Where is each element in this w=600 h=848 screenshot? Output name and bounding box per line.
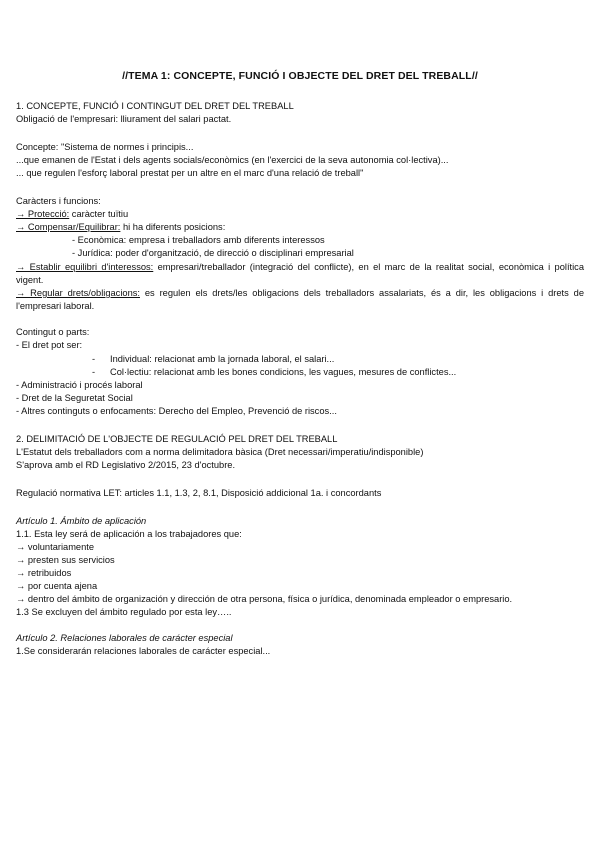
estatut-line: L'Estatut dels treballadors com a norma delimitadora bàsica (Dret necessari/imperatiu/indisponible) — [16, 447, 424, 457]
dret-pot-ser-line: - El dret pot ser: — [16, 340, 83, 350]
proteccio-line — [16, 209, 128, 220]
obligacio-line: Obligació de l'empresari: lliurament del salari pactat. — [16, 114, 232, 124]
section-1-heading: 1. CONCEPTE, FUNCIÓ I CONTINGUT DEL DRET DEL TREBALL — [16, 101, 294, 111]
regular-paragraph — [16, 287, 584, 312]
art1-intro: 1.1. Esta ley será de aplicación a los trabajadores que: — [16, 529, 242, 539]
page-title: //TEMA 1: CONCEPTE, FUNCIÓ I OBJECTE DEL DRET DEL TREBALL// — [122, 70, 478, 82]
art2-title: Artículo 2. Relaciones laborales de carácter especial — [16, 633, 233, 643]
compensar-label: → Compensar/Equilibrar: — [16, 222, 121, 232]
establir-text: empresari/treballador (integració del conflicte), en el marc de la realitat social, econòmica i política vigent. — [16, 262, 584, 285]
regulacio-line: Regulació normativa LET: articles 1.1, 1.3, 2, 8.1, Disposició addicional 1a. i concordants — [16, 488, 382, 498]
regular-label: → Regular drets/obligacions: — [16, 288, 140, 298]
individual-text: Individual: relacionat amb la jornada laboral, el salari... — [110, 354, 335, 364]
establir-paragraph — [16, 261, 584, 286]
art1-item-3: → retribuidos — [16, 568, 72, 578]
economica-line: - Econòmica: empresa i treballadors amb diferents interessos — [72, 235, 325, 245]
caracters-heading: Caràcters i funcions: — [16, 196, 101, 206]
seguretat-line: - Dret de la Seguretat Social — [16, 393, 133, 403]
art1-item-4: → por cuenta ajena — [16, 581, 98, 591]
aprova-line: S'aprova amb el RD Legislativo 2/2015, 23 d'octubre. — [16, 460, 236, 470]
compensar-text: hi ha diferents posicions: — [120, 222, 226, 232]
art1-title: Artículo 1. Ámbito de aplicación — [16, 516, 147, 526]
contingut-heading: Contingut o parts: — [16, 327, 90, 337]
art1-item-2: → presten sus servicios — [16, 555, 115, 565]
concepte-line-2: ...que emanen de l'Estat i dels agents socials/econòmics (en l'exercici de la seva autonomia col·lectiva)... — [16, 155, 449, 165]
collectiu-line — [92, 367, 456, 378]
compensar-line — [16, 222, 225, 233]
concepte-line-1: Concepte: "Sistema de normes i principis... — [16, 142, 194, 152]
art1-3-line: 1.3 Se excluyen del ámbito regulado por esta ley….. — [16, 607, 232, 617]
establir-label: → Establir equilibri d'interessos: — [16, 262, 154, 272]
art1-item-1: → voluntariamente — [16, 542, 95, 552]
admin-line: - Administració i procés laboral — [16, 380, 143, 390]
altres-line: - Altres continguts o enfocaments: Derecho del Empleo, Prevenció de riscos... — [16, 406, 337, 416]
proteccio-label: → Protecció: — [16, 209, 70, 219]
regular-text: es regulen els drets/les obligacions dels treballadors assalariats, és a dir, les obligacions i drets de l'empresari laboral. — [16, 288, 585, 311]
collectiu-bullet: - — [92, 367, 96, 377]
proteccio-text: caràcter tuïtiu — [69, 209, 129, 219]
concepte-line-3: ... que regulen l'esforç laboral prestat per un altre en el marc d'una relació de treball" — [16, 168, 364, 178]
individual-bullet: - — [92, 354, 96, 364]
art1-item-5: → dentro del ámbito de organización y dirección de otra persona, física o jurídica, denominada empleador o empresario. — [16, 594, 513, 604]
individual-line — [92, 354, 334, 365]
juridica-line: - Jurídica: poder d'organització, de direcció o disciplinari empresarial — [72, 248, 354, 258]
collectiu-text: Col·lectiu: relacionat amb les bones condicions, les vagues, mesures de conflictes... — [110, 367, 457, 377]
art2-text: 1.Se considerarán relaciones laborales de carácter especial... — [16, 646, 271, 656]
section-2-heading: 2. DELIMITACIÓ DE L'OBJECTE DE REGULACIÓ PEL DRET DEL TREBALL — [16, 434, 338, 444]
